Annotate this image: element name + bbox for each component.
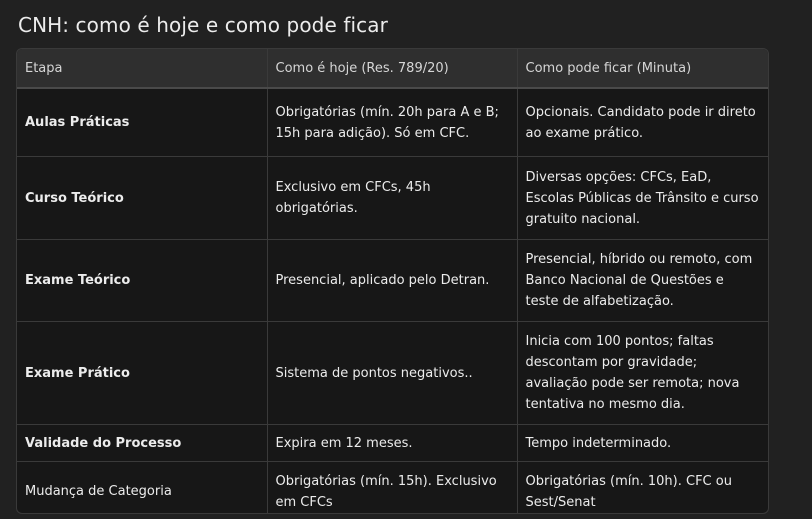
table-row	[17, 157, 768, 240]
column-header-etapa: Etapa	[17, 49, 267, 88]
table-row	[17, 462, 768, 515]
cell-minuta: Inicia com 100 pontos; faltas descontam por gravidade; avaliação pode ser remota; nova tentativa no mesmo dia.	[517, 322, 768, 425]
cell-hoje: Presencial, aplicado pelo Detran.	[267, 240, 517, 322]
cell-etapa: Exame Prático	[17, 322, 267, 425]
comparison-table	[17, 49, 768, 514]
table-row	[17, 240, 768, 322]
table-header	[17, 49, 768, 88]
header-row	[17, 49, 768, 88]
cell-etapa: Validade do Processo	[17, 425, 267, 462]
comparison-table-container	[16, 48, 769, 514]
column-header-minuta: Como pode ficar (Minuta)	[517, 49, 768, 88]
cell-hoje: Obrigatórias (mín. 15h). Exclusivo em CFCs	[267, 462, 517, 515]
table-row	[17, 425, 768, 462]
cell-etapa: Exame Teórico	[17, 240, 267, 322]
table-row	[17, 88, 768, 157]
cell-minuta: Tempo indeterminado.	[517, 425, 768, 462]
cell-etapa: Aulas Práticas	[17, 88, 267, 157]
cell-minuta: Diversas opções: CFCs, EaD, Escolas Públicas de Trânsito e curso gratuito nacional.	[517, 157, 768, 240]
cell-hoje: Expira em 12 meses.	[267, 425, 517, 462]
cell-hoje: Sistema de pontos negativos..	[267, 322, 517, 425]
cell-etapa: Mudança de Categoria	[25, 484, 172, 499]
table-body	[17, 88, 768, 514]
cell-etapa: Curso Teórico	[17, 157, 267, 240]
cell-hoje: Exclusivo em CFCs, 45h obrigatórias.	[267, 157, 517, 240]
table-row	[17, 322, 768, 425]
column-header-hoje: Como é hoje (Res. 789/20)	[267, 49, 517, 88]
cell-minuta: Presencial, híbrido ou remoto, com Banco Nacional de Questões e teste de alfabetização.	[517, 240, 768, 322]
cell-minuta: Obrigatórias (mín. 10h). CFC ou Sest/Senat	[517, 462, 768, 515]
cell-minuta: Opcionais. Candidato pode ir direto ao exame prático.	[517, 88, 768, 157]
page-title: CNH: como é hoje e como pode ficar	[18, 13, 388, 37]
cell-hoje: Obrigatórias (mín. 20h para A e B; 15h para adição). Só em CFC.	[267, 88, 517, 157]
